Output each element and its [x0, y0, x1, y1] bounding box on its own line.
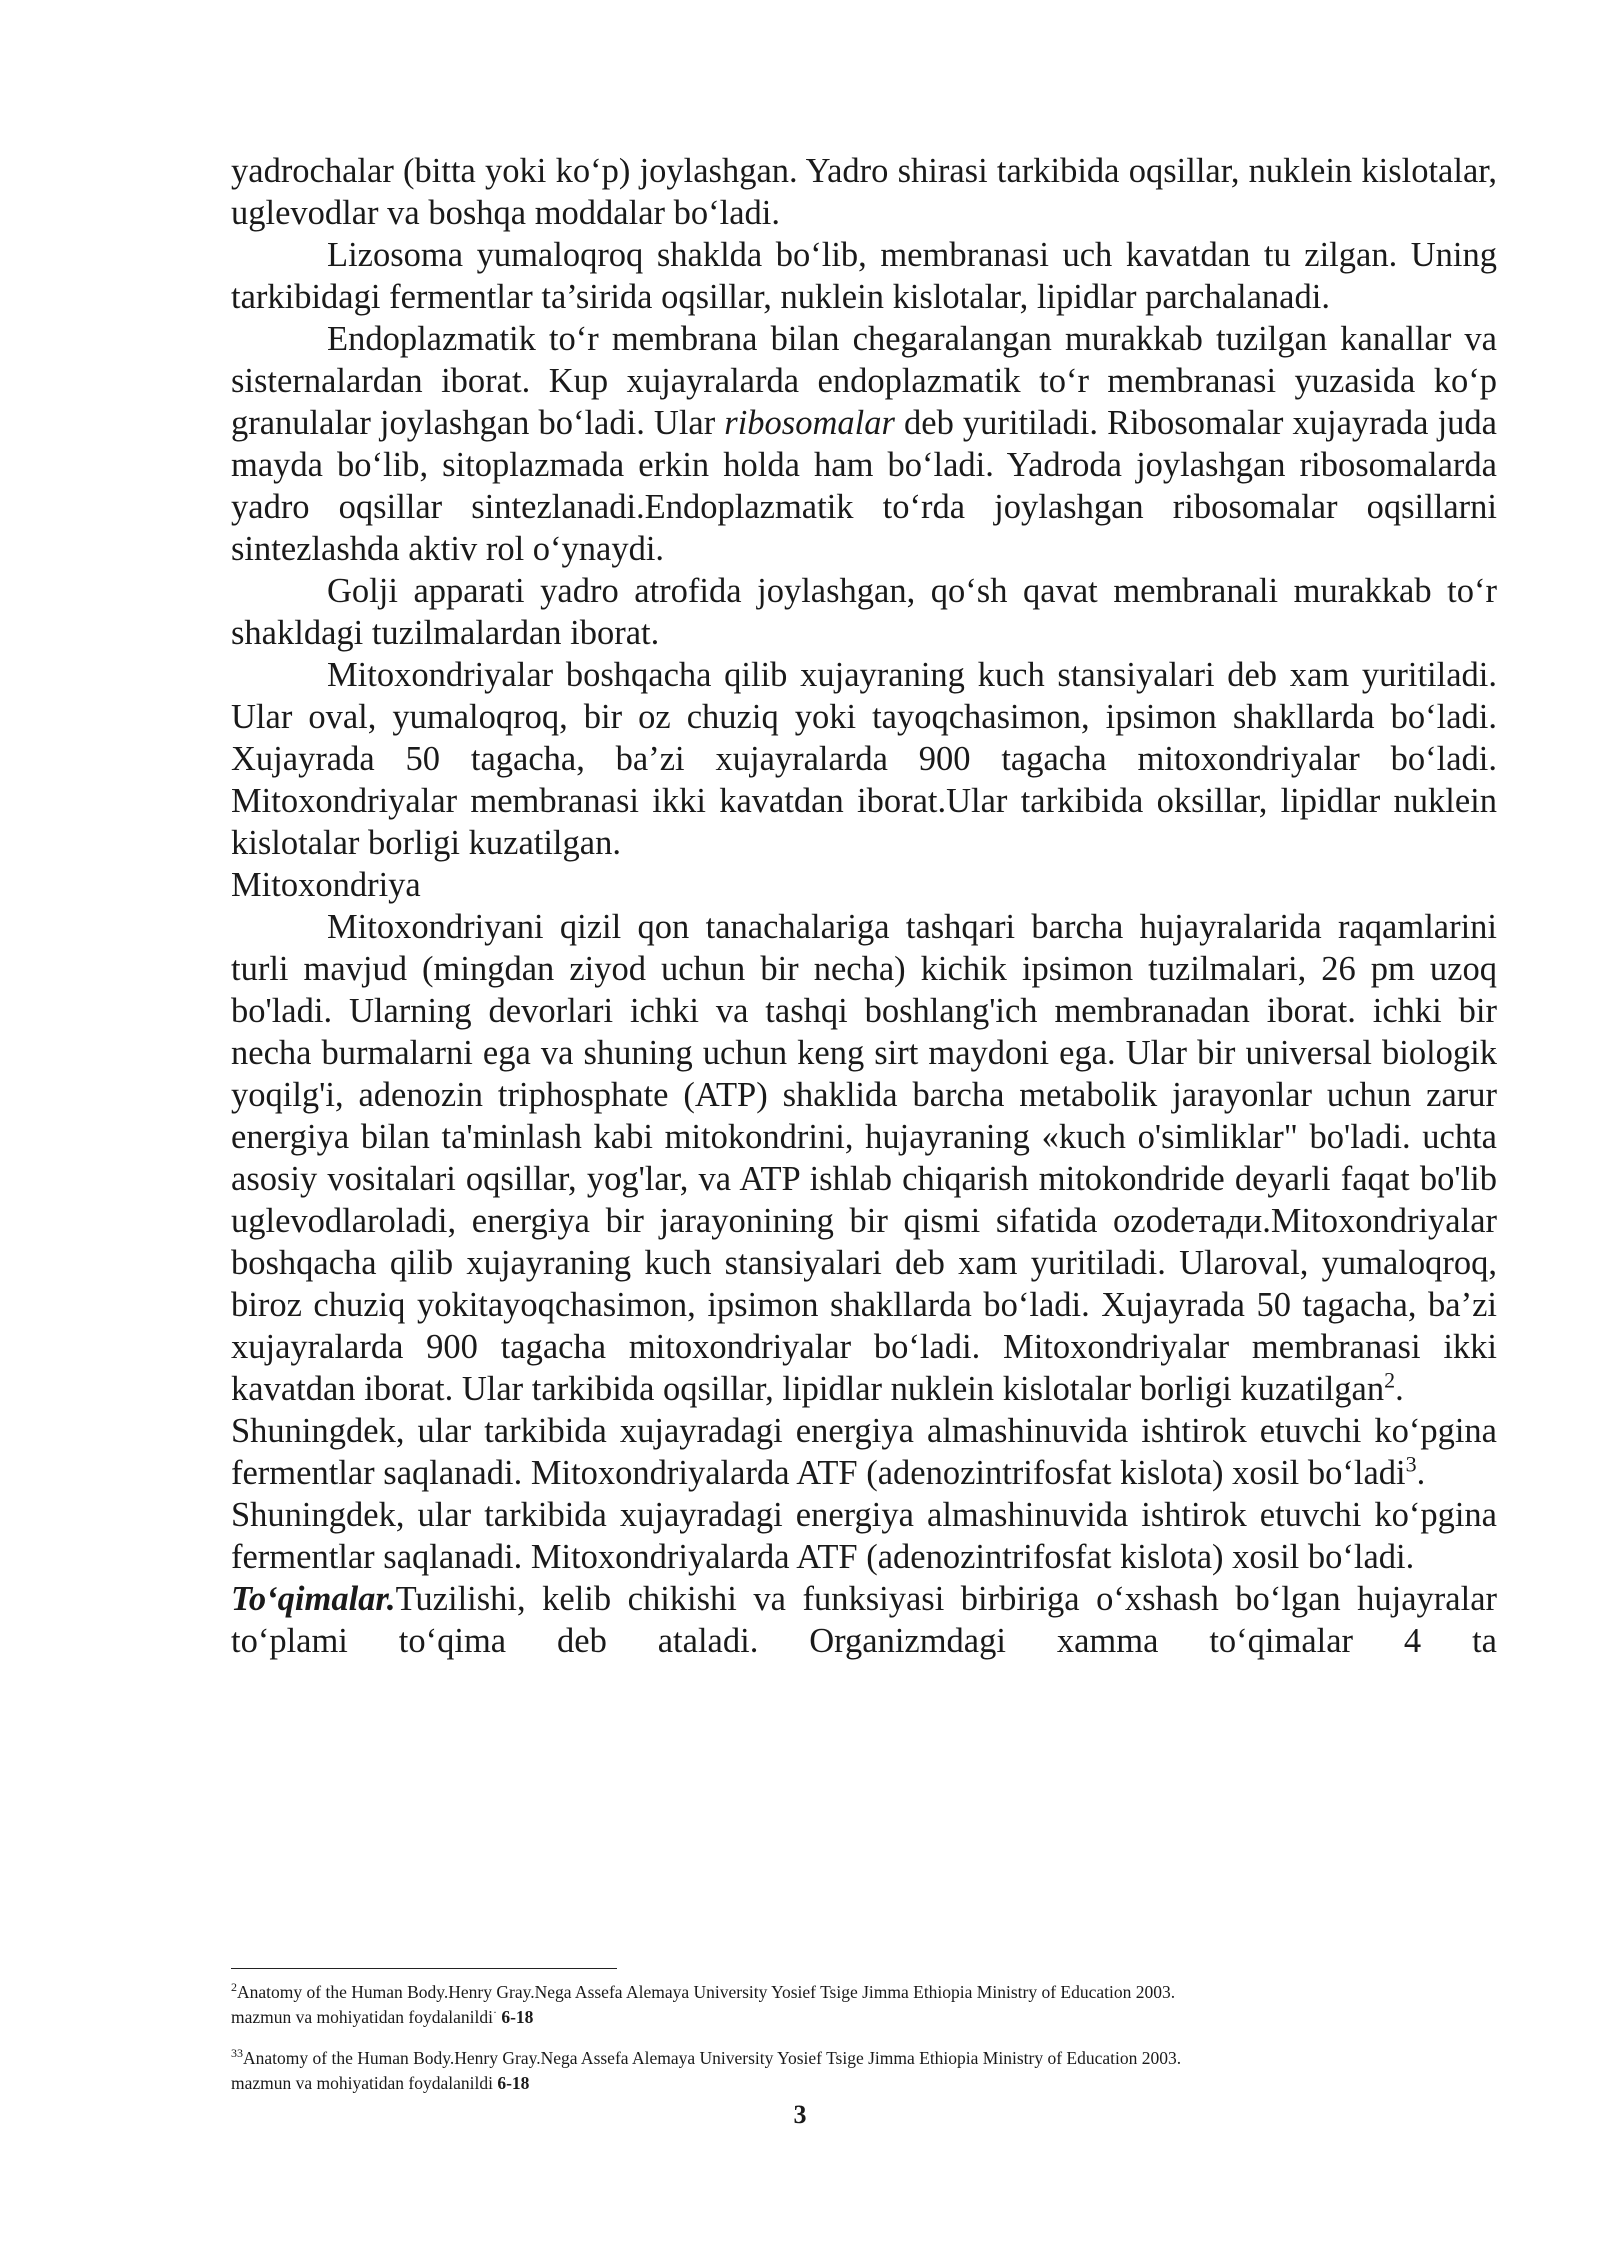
footnote-3	[231, 2046, 1497, 2096]
paragraph-shuningdek-1	[231, 1410, 1497, 1494]
footnote-line	[231, 2071, 1497, 2096]
paragraph-yadro: yadrochalar (bitta yoki ko‘p) joylashgan. Yadro shirasi tarkibida oqsillar, nuklein kislotalar, uglevodlar va boshqa moddalar bo‘ladi.	[231, 152, 1497, 232]
footnote-pages: 6-18	[496, 2007, 534, 2027]
page-number: 3	[793, 2100, 807, 2129]
paragraph-toqimalar	[231, 1578, 1497, 1662]
paragraph-golji: Golji apparati yadro atrofida joylashgan, qo‘sh qavat membranali murakkab to‘r shakldagi tuzilmalardan iborat.	[231, 572, 1497, 652]
footnote-separator	[231, 1968, 617, 1969]
paragraph-mitoxondriyani	[231, 906, 1497, 1410]
text-run: .	[1416, 1454, 1426, 1492]
text-run: Shuningdek, ular tarkibida xujayradagi energiya almashinuvida ishtirok etuvchi ko‘pgina fermentlar saqlanadi. Mitoxondriyalarda ATF (adenozintrifosfat kislota) xosil bo‘ladi	[231, 1412, 1497, 1492]
text-run: deb yuritiladi. Ribosomalar xujayrada juda mayda bo‘lib, sitoplazmada erkin holda ham bo‘ladi. Yadroda joylashgan ribosomalarda yadro oqsillar sintezlanadi.Endoplazmatik to‘rda joylashgan ribosomalar oqsillarni sintezlashda aktiv rol o‘ynaydi.	[231, 404, 1497, 568]
footnote-mark: 33	[231, 2046, 243, 2061]
paragraph-lizosoma: Lizosoma yumaloqroq shaklda bo‘lib, membranasi uch kavatdan tu zilgan. Uning tarkibidagi fermentlar ta’sirida oqsillar, nuklein kislotalar, lipidlar parchalanadi.	[231, 236, 1497, 316]
heading-mitoxondriya: Mitoxondriya	[231, 866, 421, 904]
paragraph-endoplazmatik	[231, 318, 1497, 570]
footnote-pages: 6-18	[492, 2073, 530, 2093]
footnote-text: Anatomy of the Human Body.Henry Gray.Nega Assefa Alemaya University Yosief Tsige Jimma Ethiopia Ministry of Education 2003.	[237, 1982, 1176, 2002]
footnote-line	[231, 1980, 1497, 2005]
text-run: .	[1395, 1370, 1404, 1408]
text-run: Mitoxondriyani qizil qon tanachalariga tashqari barcha hujayralarida raqamlarini turli mavjud (mingdan ziyod uchun bir necha) kichik ipsimon tuzilmalari, 26 pm uzoq bo'ladi. Ularning devorlari ichki va tashqi boshlang'ich membranadan iborat. ichki bir necha burmalarni ega va shuning uchun keng sirt maydoni ega. Ular bir universal biologik yoqilg'i, adenozin triphosphate (ATP) shaklida barcha metabolik jarayonlar uchun zarur energiya bilan ta'minlash kabi mitokondrini, hujayraning «kuch o'simliklar" bo'ladi. uchta asosiy vositalari oqsillar, yog'lar, va ATP ishlab chiqarish mitokondride deyarli faqat bo'lib uglevodlaroladi, energiya bir jarayonining bir qismi sifatida ozodeтади.Mitoxondriyalar boshqacha qilib xujayraning kuch stansiyalari deb xam yuritiladi. Ularoval, yumaloqroq, biroz chuziq yokitayoqchasimon, ipsimon shakllarda bo‘ladi. Xujayrada 50 tagacha, ba’zi xujayralarda 900 tagacha mitoxondriyalar bo‘ladi. Mitoxondriyalar membranasi ikki kavatdan iborat. Ular tarkibida oqsillar, lipidlar nuklein kislotalar borligi kuzatilgan	[231, 908, 1497, 1408]
text-run: Endoplazmatik to‘r membrana bilan chegaralangan murakkab tuzilgan kanallar va sisternalardan iborat. Kup xujayralarda endoplazmatik to‘r membranasi yuzasida ko‘p granulalar joylashgan bo‘ladi. Ular	[231, 320, 1497, 442]
page-body	[231, 150, 1497, 1662]
footnote-text: mazmun va mohiyatidan foydalanildi	[231, 2073, 493, 2093]
paragraph-shuningdek-2: Shuningdek, ular tarkibida xujayradagi energiya almashinuvida ishtirok etuvchi ko‘pgina fermentlar saqlanadi. Mitoxondriyalarda ATF (adenozintrifosfat kislota) xosil bo‘ladi.	[231, 1496, 1497, 1576]
text-run: Tuzilishi, kelib chikishi va funksiyasi birbiriga o‘xshash bo‘lgan hujayralar to‘plami to‘qima deb ataladi. Organizmdagi xamma to‘qimalar 4 ta	[231, 1580, 1497, 1660]
footnote-ref-2[interactable]: 2	[1384, 1367, 1396, 1393]
footnote-ref-3[interactable]: 3	[1405, 1451, 1417, 1477]
footnote-2	[231, 1980, 1497, 2030]
paragraph-mitoxondriyalar: Mitoxondriyalar boshqacha qilib xujayraning kuch stansiyalari deb xam yuritiladi. Ular oval, yumaloqroq, bir oz chuziq yoki tayoqchasimon, ipsimon shakllarda bo‘ladi. Xujayrada 50 tagacha, ba’zi xujayralarda 900 tagacha mitoxondriyalar bo‘ladi. Mitoxondriyalar membranasi ikki kavatdan iborat.Ular tarkibida oksillar, lipidlar nuklein kislotalar borligi kuzatilgan.	[231, 656, 1497, 862]
heading-toqimalar: To‘qimalar.	[231, 1580, 396, 1618]
footnote-text: Anatomy of the Human Body.Henry Gray.Nega Assefa Alemaya University Yosief Tsige Jimma Ethiopia Ministry of Education 2003.	[243, 2048, 1182, 2068]
emphasis-ribosomalar: ribosomalar	[724, 404, 895, 442]
footnote-text: mazmun va mohiyatidan foydalanildi	[231, 2007, 493, 2027]
footnote-mark: 2	[231, 1980, 237, 1995]
footnote-mark: ·	[492, 2005, 497, 2020]
footnote-line	[231, 2005, 1497, 2030]
footnote-line	[231, 2046, 1497, 2071]
